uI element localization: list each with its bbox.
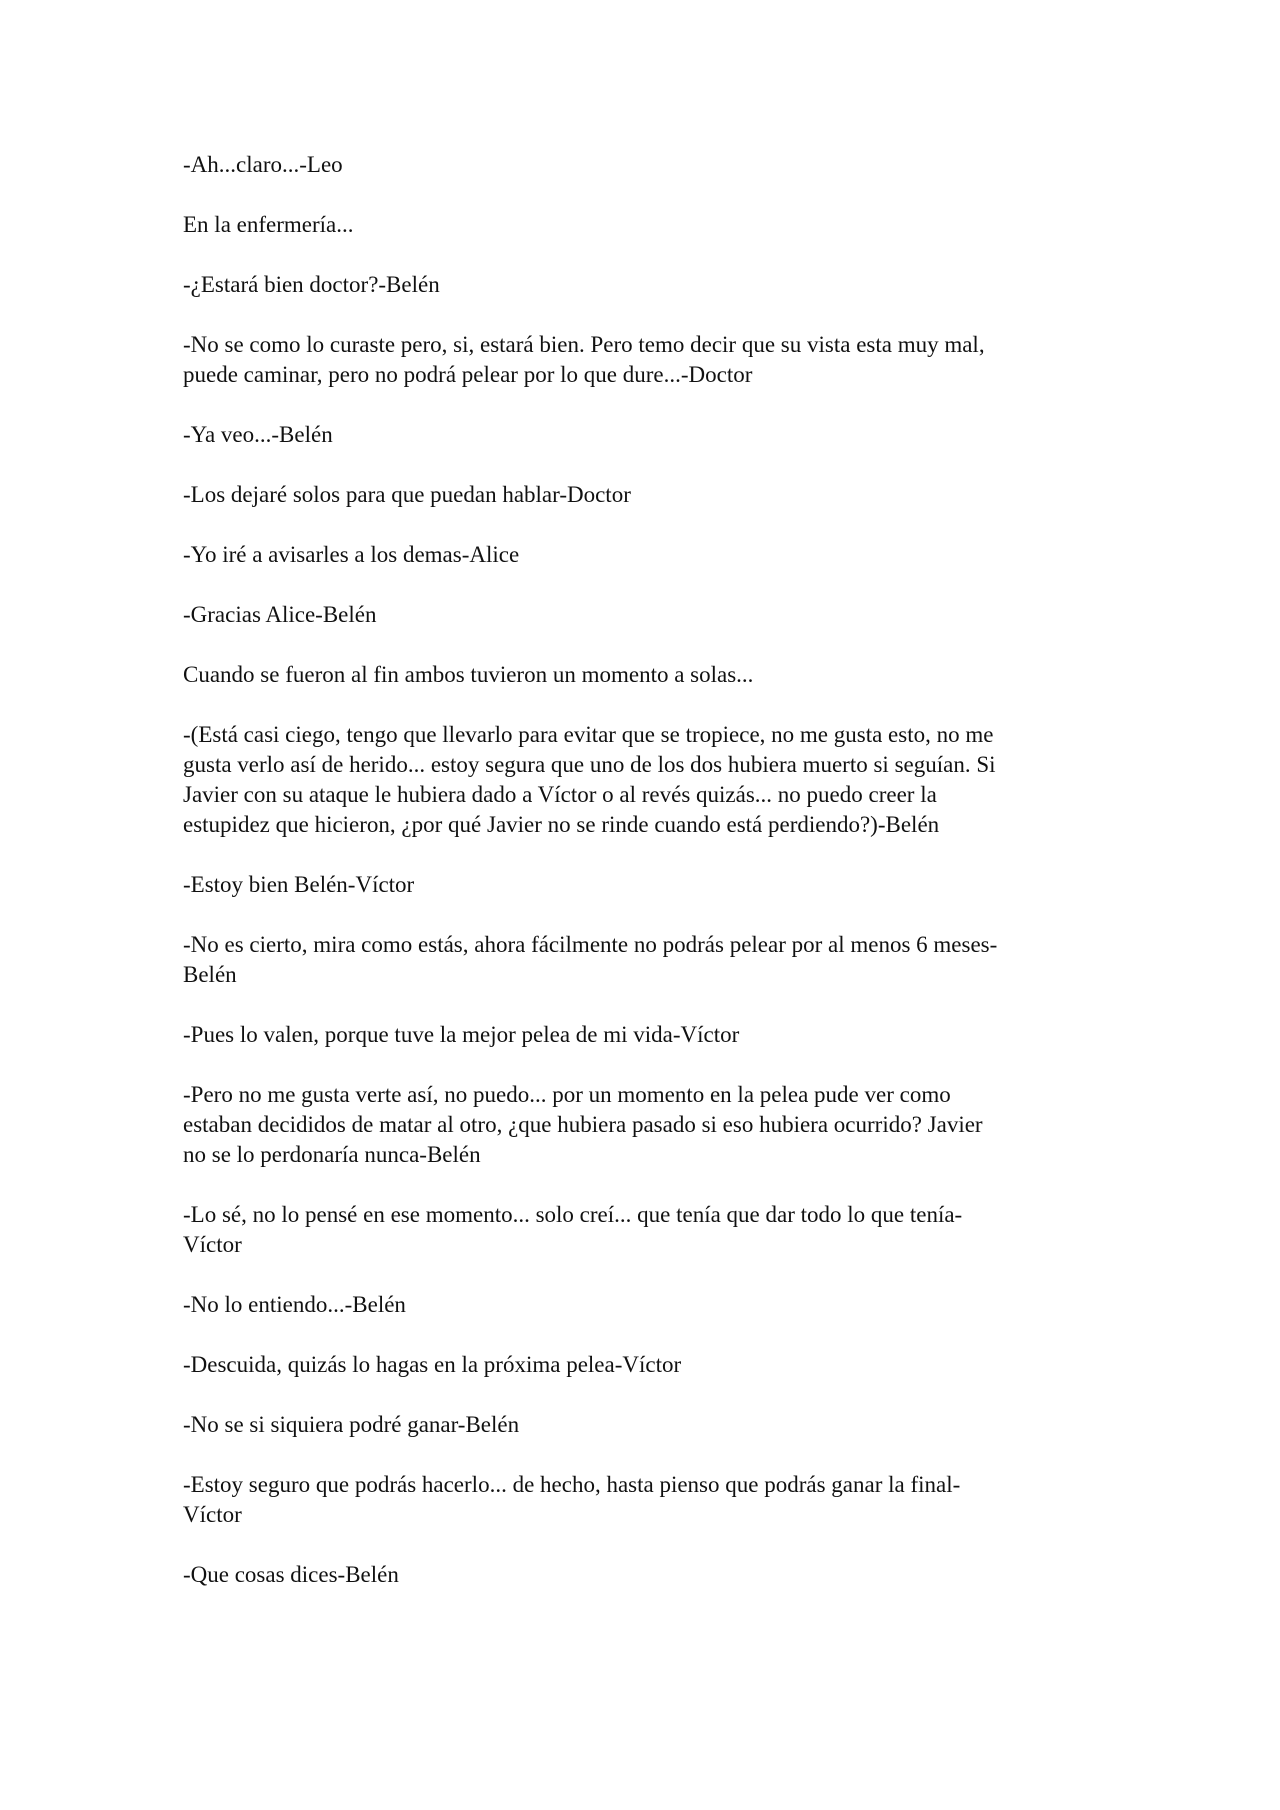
- paragraph: -Pues lo valen, porque tuve la mejor pelea de mi vida-Víctor: [183, 1022, 740, 1047]
- document-body: [183, 150, 1103, 1620]
- paragraph: -Lo sé, no lo pensé en ese momento... solo creí... que tenía que dar todo lo que tenía- Víctor: [183, 1202, 963, 1257]
- paragraph: -Los dejaré solos para que puedan hablar-Doctor: [183, 482, 631, 507]
- paragraph: -(Está casi ciego, tengo que llevarlo para evitar que se tropiece, no me gusta esto, no me gusta verlo así de herido... estoy segura que uno de los dos hubiera muerto si seguían. Si Javier con su ataque le hubiera dado a Víctor o al revés quizás... no puedo creer la estupidez que hicieron, ¿por qué Javier no se rinde cuando está perdiendo?)-Belén: [183, 722, 996, 837]
- paragraph: -Ah...claro...-Leo: [183, 152, 343, 177]
- paragraph: -Descuida, quizás lo hagas en la próxima pelea-Víctor: [183, 1352, 682, 1377]
- paragraph: -Ya veo...-Belén: [183, 422, 333, 447]
- paragraph: -¿Estará bien doctor?-Belén: [183, 272, 440, 297]
- paragraph: En la enfermería...: [183, 212, 354, 237]
- paragraph: -Estoy bien Belén-Víctor: [183, 872, 415, 897]
- paragraph: -No lo entiendo...-Belén: [183, 1292, 406, 1317]
- paragraph: -No es cierto, mira como estás, ahora fácilmente no podrás pelear por al menos 6 meses- Belén: [183, 932, 998, 987]
- paragraph: -Yo iré a avisarles a los demas-Alice: [183, 542, 520, 567]
- paragraph: -Pero no me gusta verte así, no puedo... por un momento en la pelea pude ver como estaban decididos de matar al otro, ¿que hubiera pasado si eso hubiera ocurrido? Javier no se lo perdonaría nunca-Belén: [183, 1082, 983, 1167]
- paragraph: -Estoy seguro que podrás hacerlo... de hecho, hasta pienso que podrás ganar la final- Víctor: [183, 1472, 961, 1527]
- paragraph: -Gracias Alice-Belén: [183, 602, 377, 627]
- paragraph: -Que cosas dices-Belén: [183, 1562, 399, 1587]
- paragraph: -No se si siquiera podré ganar-Belén: [183, 1412, 520, 1437]
- paragraph: -No se como lo curaste pero, si, estará bien. Pero temo decir que su vista esta muy mal, puede caminar, pero no podrá pelear por lo que dure...-Doctor: [183, 332, 985, 387]
- paragraph: Cuando se fueron al fin ambos tuvieron un momento a solas...: [183, 662, 754, 687]
